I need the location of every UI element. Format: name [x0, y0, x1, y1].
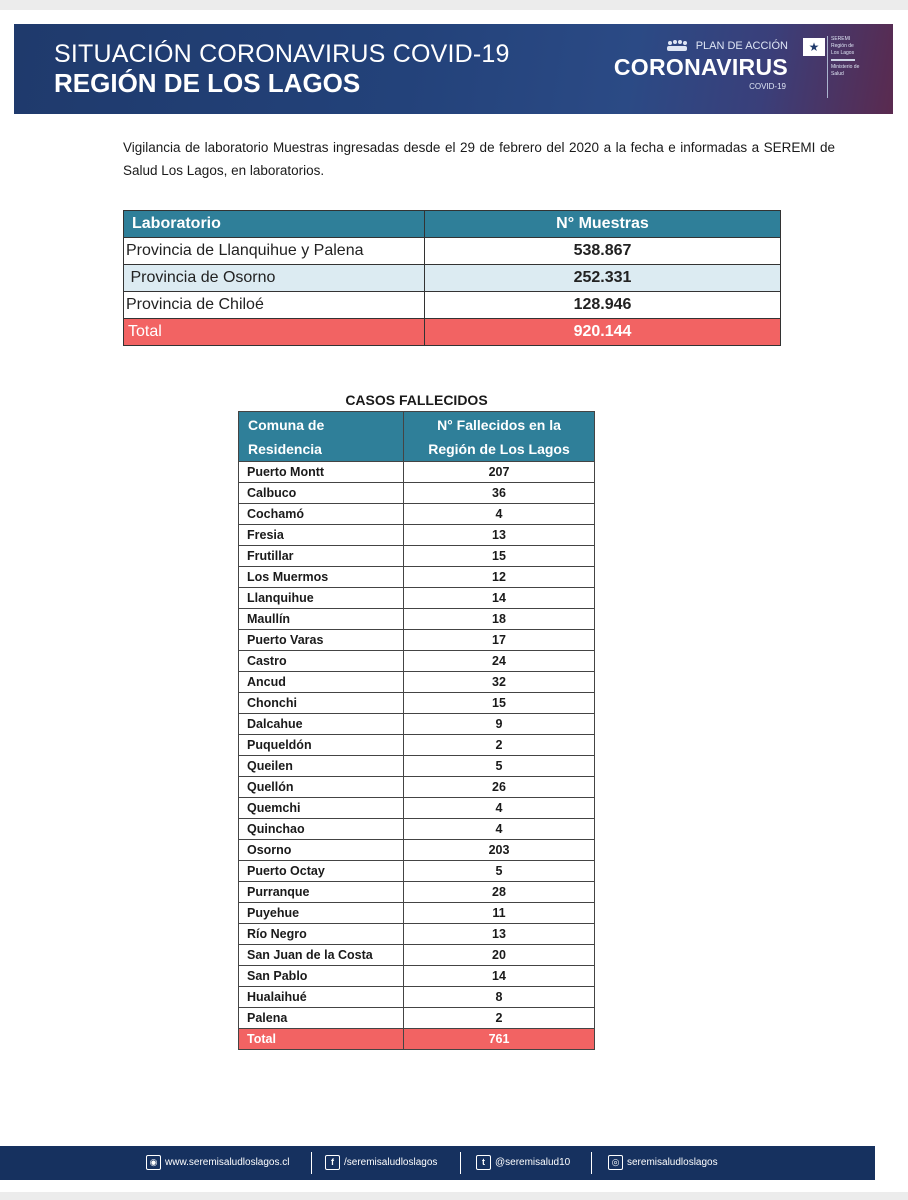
fallecidos-count: 11	[404, 903, 595, 924]
comuna-name: Maullín	[239, 609, 404, 630]
footer-divider	[591, 1152, 592, 1174]
lab-row-value: 128.946	[425, 292, 781, 319]
comuna-name: Palena	[239, 1008, 404, 1029]
table-row	[124, 265, 781, 292]
table-row	[239, 462, 595, 483]
fallecidos-count: 12	[404, 567, 595, 588]
comuna-name: Purranque	[239, 882, 404, 903]
fallecidos-count: 2	[404, 1008, 595, 1029]
comuna-name: Hualaihué	[239, 987, 404, 1008]
fallecidos-count: 9	[404, 714, 595, 735]
fallecidos-count: 18	[404, 609, 595, 630]
lab-total-label: Total	[124, 319, 425, 346]
table-row	[239, 819, 595, 840]
government-logo	[799, 36, 861, 98]
comuna-name: Puerto Montt	[239, 462, 404, 483]
fallecidos-count: 13	[404, 924, 595, 945]
table-row	[239, 987, 595, 1008]
footer-instagram[interactable]: ◎ seremisaludloslagos	[608, 1155, 718, 1171]
lab-header-laboratorio: Laboratorio	[124, 211, 425, 238]
table-row	[239, 567, 595, 588]
star-icon: ★	[803, 38, 825, 56]
lab-row-value: 538.867	[425, 238, 781, 265]
comuna-name: Ancud	[239, 672, 404, 693]
fallecidos-count: 207	[404, 462, 595, 483]
deaths-table-header	[239, 412, 595, 462]
comuna-name: Dalcahue	[239, 714, 404, 735]
lab-header-muestras: N° Muestras	[425, 211, 781, 238]
comuna-name: Quellón	[239, 777, 404, 798]
table-row	[239, 672, 595, 693]
table-row	[239, 903, 595, 924]
fallecidos-count: 4	[404, 798, 595, 819]
table-row	[239, 504, 595, 525]
gov-line1: SEREMI	[831, 36, 851, 42]
footer-divider	[311, 1152, 312, 1174]
lab-row-name: Provincia de Llanquihue y Palena	[124, 238, 425, 265]
comuna-name: Quemchi	[239, 798, 404, 819]
fallecidos-count: 36	[404, 483, 595, 504]
fallecidos-count: 20	[404, 945, 595, 966]
plan-coronavirus-logo	[613, 38, 788, 98]
table-row	[239, 525, 595, 546]
lab-total-row	[124, 319, 781, 346]
table-row	[239, 924, 595, 945]
table-row	[239, 546, 595, 567]
lab-total-value: 920.144	[425, 319, 781, 346]
lab-row-name: Provincia de Osorno	[124, 265, 425, 292]
table-row	[239, 861, 595, 882]
table-row	[239, 483, 595, 504]
plan-covid-text: COVID-19	[749, 82, 786, 91]
fallecidos-count: 15	[404, 546, 595, 567]
intro-paragraph: Vigilancia de laboratorio Muestras ingresadas desde el 29 de febrero del 2020 a la fecha e informadas a SEREMI de Salud Los Lagos, en laboratorios.	[123, 140, 835, 178]
comuna-name: Queilen	[239, 756, 404, 777]
table-row	[239, 693, 595, 714]
plan-coronavirus-text: CORONAVIRUS	[613, 54, 788, 80]
footer-twitter[interactable]: t @seremisalud10	[476, 1155, 570, 1171]
comuna-name: Castro	[239, 651, 404, 672]
lab-row-value: 252.331	[425, 265, 781, 292]
comuna-name: San Pablo	[239, 966, 404, 987]
table-row	[239, 609, 595, 630]
table-row	[239, 651, 595, 672]
comuna-name: Puyehue	[239, 903, 404, 924]
footer-website[interactable]: ◉ www.seremisaludloslagos.cl	[146, 1155, 290, 1171]
lab-row-name: Provincia de Chiloé	[124, 292, 425, 319]
fallecidos-count: 15	[404, 693, 595, 714]
deaths-total-row	[239, 1029, 595, 1050]
comuna-name: Los Muermos	[239, 567, 404, 588]
comuna-name: Puerto Varas	[239, 630, 404, 651]
gov-line3: Ministerio de Salud	[831, 64, 860, 77]
comuna-name: Quinchao	[239, 819, 404, 840]
fallecidos-count: 5	[404, 861, 595, 882]
fallecidos-count: 14	[404, 588, 595, 609]
fallecidos-count: 28	[404, 882, 595, 903]
table-row	[239, 840, 595, 861]
fallecidos-count: 14	[404, 966, 595, 987]
fallecidos-count: 26	[404, 777, 595, 798]
table-row	[239, 945, 595, 966]
table-row	[239, 1008, 595, 1029]
instagram-icon: ◎	[608, 1155, 623, 1170]
comuna-name: Cochamó	[239, 504, 404, 525]
header-banner	[14, 24, 893, 114]
fallecidos-count: 2	[404, 735, 595, 756]
fallecidos-count: 17	[404, 630, 595, 651]
fallecidos-count: 4	[404, 504, 595, 525]
table-row	[239, 798, 595, 819]
facebook-icon: f	[325, 1155, 340, 1170]
comuna-name: Fresia	[239, 525, 404, 546]
document-page	[0, 10, 908, 1192]
comuna-name: Puerto Octay	[239, 861, 404, 882]
fallecidos-count: 5	[404, 756, 595, 777]
plan-label: PLAN DE ACCIÓN	[695, 40, 788, 52]
table-row	[239, 735, 595, 756]
footer-bar	[0, 1146, 875, 1180]
lab-table-header	[124, 211, 781, 238]
crowd-icon	[666, 38, 688, 52]
fallecidos-count: 32	[404, 672, 595, 693]
table-row	[239, 756, 595, 777]
deaths-table-body	[239, 462, 595, 1029]
deaths-header-comuna: Comuna de Residencia	[239, 412, 404, 462]
table-row	[239, 966, 595, 987]
table-row	[124, 238, 781, 265]
deaths-table-title: CASOS FALLECIDOS	[345, 392, 488, 408]
comuna-name: Calbuco	[239, 483, 404, 504]
fallecidos-count: 24	[404, 651, 595, 672]
comuna-name: Puqueldón	[239, 735, 404, 756]
comuna-name: Frutillar	[239, 546, 404, 567]
fallecidos-count: 203	[404, 840, 595, 861]
table-row	[239, 882, 595, 903]
government-logo-text	[827, 36, 861, 98]
comuna-name: San Juan de la Costa	[239, 945, 404, 966]
comuna-name: Osorno	[239, 840, 404, 861]
footer-divider	[460, 1152, 461, 1174]
deaths-total-value: 761	[404, 1029, 595, 1050]
fallecidos-count: 13	[404, 525, 595, 546]
header-title-line2: REGIÓN DE LOS LAGOS	[54, 68, 361, 98]
gov-line2: Región de Los Lagos	[831, 43, 855, 56]
table-row	[239, 588, 595, 609]
website-icon: ◉	[146, 1155, 161, 1170]
laboratory-table	[123, 210, 781, 346]
comuna-name: Llanquihue	[239, 588, 404, 609]
table-row	[124, 292, 781, 319]
fallecidos-count: 8	[404, 987, 595, 1008]
footer-facebook[interactable]: f /seremisaludloslagos	[325, 1155, 437, 1171]
header-title-line1: SITUACIÓN CORONAVIRUS COVID-19	[54, 40, 510, 68]
deaths-total-label: Total	[239, 1029, 404, 1050]
comuna-name: Río Negro	[239, 924, 404, 945]
twitter-icon: t	[476, 1155, 491, 1170]
fallecidos-count: 4	[404, 819, 595, 840]
table-row	[239, 714, 595, 735]
deaths-table	[238, 411, 595, 1050]
comuna-name: Chonchi	[239, 693, 404, 714]
table-row	[239, 630, 595, 651]
deaths-header-fallecidos: N° Fallecidos en la Región de Los Lagos	[404, 412, 595, 462]
table-row	[239, 777, 595, 798]
